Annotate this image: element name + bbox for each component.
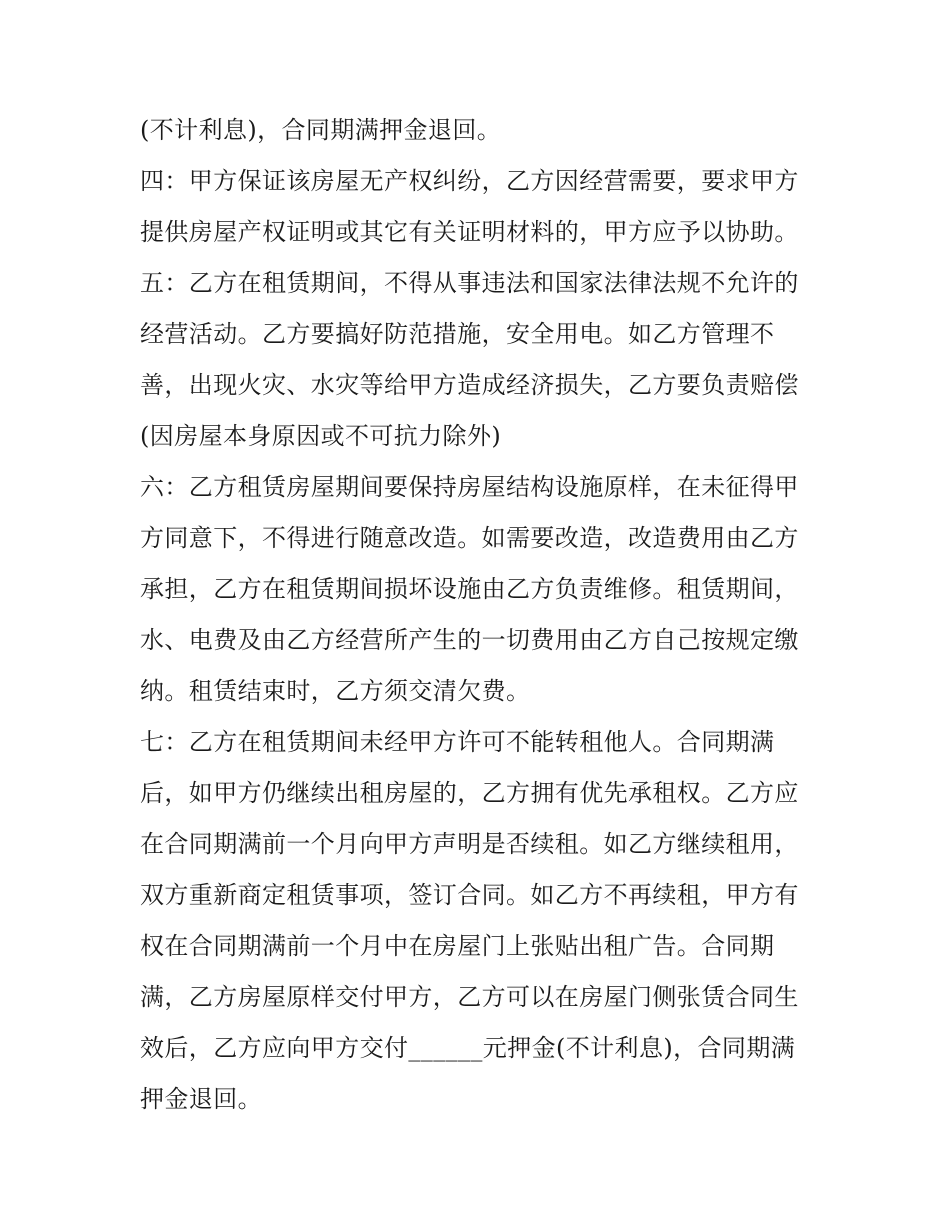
text-line: 满，乙方房屋原样交付甲方，乙方可以在房屋门侧张赁合同生 [140,983,799,1011]
document-page [140,110,820,1130]
text-line: (因房屋本身原因或不可抗力除外) [140,422,502,450]
text-line: 提供房屋产权证明或其它有关证明材料的，甲方应予以协助。 [140,218,799,246]
text-line: 在合同期满前一个月向甲方声明是否续租。如乙方继续租用， [140,830,799,858]
text-line: 后，如甲方仍继续出租房屋的，乙方拥有优先承租权。乙方应 [140,779,799,807]
text-line: 经营活动。乙方要搞好防范措施，安全用电。如乙方管理不 [140,320,775,348]
clause-5-line: 五：乙方在租赁期间，不得从事违法和国家法律法规不允许的 [140,269,799,297]
text-line: 纳。租赁结束时，乙方须交清欠费。 [140,677,531,705]
text-line: 善，出现火灾、水灾等给甲方造成经济损失，乙方要负责赔偿 [140,371,799,399]
clause-7-line: 七：乙方在租赁期间未经甲方许可不能转租他人。合同期满 [140,728,775,756]
text-line: (不计利息)，合同期满押金退回。 [140,116,502,144]
text-line: 双方重新商定租赁事项，签订合同。如乙方不再续租，甲方有 [140,881,799,909]
text-line: 押金退回。 [140,1085,262,1113]
clause-4-line: 四：甲方保证该房屋无产权纠纷，乙方因经营需要，要求甲方 [140,167,799,195]
deposit-blank-line: 效后，乙方应向甲方交付______元押金(不计利息)，合同期满 [140,1034,796,1062]
text-line: 承担，乙方在租赁期间损坏设施由乙方负责维修。租赁期间， [140,575,799,603]
clause-6-line: 六：乙方租赁房屋期间要保持房屋结构设施原样，在未征得甲 [140,473,799,501]
text-line: 权在合同期满前一个月中在房屋门上张贴出租广告。合同期 [140,932,775,960]
text-line: 方同意下，不得进行随意改造。如需要改造，改造费用由乙方 [140,524,799,552]
text-line: 水、电费及由乙方经营所产生的一切费用由乙方自己按规定缴 [140,626,799,654]
